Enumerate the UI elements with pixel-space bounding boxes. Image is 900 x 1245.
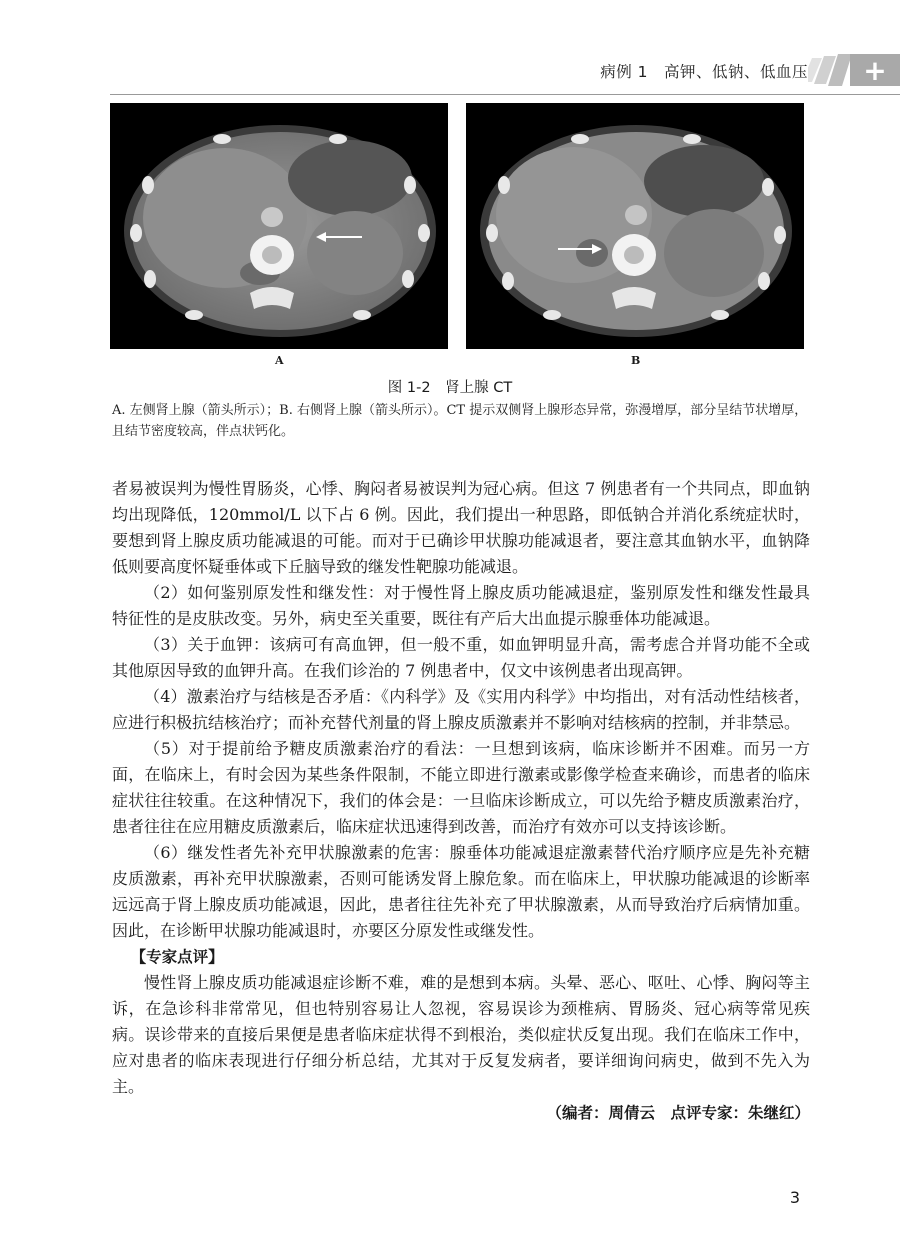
panel-label-a: A [275, 354, 284, 367]
paragraph-6: （6）继发性者先补充甲状腺激素的危害：腺垂体功能减退症激素替代治疗顺序应是先补充糖皮质激素，再补充甲状腺激素，否则可能诱发肾上腺危象。而在临床上，甲状腺功能减退的诊断率远远高于肾上腺皮质功能减退，因此，患者往往先补充了甲状腺激素，从而导致治疗后病情加重。因此，在诊断甲状腺功能减退时，亦要区分原发性或继发性。 [112, 843, 810, 940]
paragraph-5: （5）对于提前给予糖皮质激素治疗的看法：一旦想到该病，临床诊断并不困难。而另一方面，在临床上，有时会因为某些条件限制，不能立即进行激素或影像学检查来确诊，而患者的临床症状往往较重。在这种情况下，我们的体会是：一旦临床诊断成立，可以先给予糖皮质激素治疗，患者往往在应用糖皮质激素后，临床症状迅速得到改善，而治疗有效亦可以支持该诊断。 [112, 739, 810, 836]
paragraph-3: （3）关于血钾：该病可有高血钾，但一般不重，如血钾明显升高，需考虑合并肾功能不全或其他原因导致的血钾升高。在我们诊治的 7 例患者中，仅文中该例患者出现高钾。 [112, 635, 810, 680]
panel-label-b: B [631, 354, 641, 367]
chapter-emblem-icon [808, 52, 900, 88]
figure-title: 图 1-2 肾上腺 CT [387, 380, 513, 396]
paragraph-4: （4）激素治疗与结核是否矛盾：《内科学》及《实用内科学》中均指出，对有活动性结核者，应进行积极抗结核治疗；而补充替代剂量的肾上腺皮质激素并不影响对结核病的控制，并非禁忌。 [112, 687, 810, 732]
expert-heading: 【专家点评】 [130, 948, 224, 966]
paragraph-2: （2）如何鉴别原发性和继发性：对于慢性肾上腺皮质功能减退症，鉴别原发性和继发性最具特征性的是皮肤改变。另外，病史至关重要，既往有产后大出血提示腺垂体功能减退。 [112, 583, 810, 628]
byline: （编者：周倩云 点评专家：朱继红） [546, 1104, 810, 1122]
ct-image-b [466, 103, 804, 349]
header-rule [110, 94, 900, 95]
figure-caption: A. 左侧肾上腺（箭头所示）；B. 右侧肾上腺（箭头所示）。CT 提示双侧肾上腺形态异常，弥漫增厚，部分呈结节状增厚，且结节密度较高，伴点状钙化。 [112, 403, 808, 439]
expert-commentary: 慢性肾上腺皮质功能减退症诊断不难，难的是想到本病。头晕、恶心、呕吐、心悸、胸闷等主诉，在急诊科非常常见，但也特别容易让人忽视，容易误诊为颈椎病、胃肠炎、冠心病等常见疾病。误诊带来的直接后果便是患者临床症状得不到根治，类似症状反复出现。我们在临床工作中，应对患者的临床表现进行仔细分析总结，尤其对于反复发病者，要详细询问病史，做到不先入为主。 [112, 973, 810, 1096]
page-number: 3 [789, 1188, 800, 1207]
running-title: 病例 1 高钾、低钠、低血压 [600, 63, 808, 81]
paragraph-1: 者易被误判为慢性胃肠炎，心悸、胸闷者易被误判为冠心病。但这 7 例患者有一个共同点，即血钠均出现降低，120mmol/L 以下占 6 例。因此，我们提出一种思路，即低钠合并消化系统症状时，要想到肾上腺皮质功能减退的可能。而对于已确诊甲状腺功能减退者，要注意其血钠水平，血钠降低则要高度怀疑垂体或下丘脑导致的继发性靶腺功能减退。 [112, 479, 810, 576]
ct-figure [110, 103, 804, 349]
running-header [0, 52, 900, 92]
emblem-glyph: + [863, 54, 887, 87]
body-text [112, 476, 810, 1126]
ct-image-a [110, 103, 448, 349]
